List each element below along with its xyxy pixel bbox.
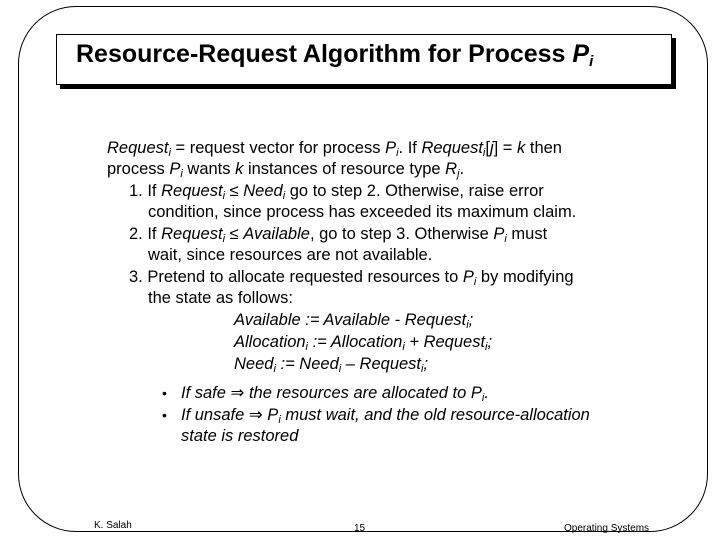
- step-3-line-1: 3. Pretend to allocate requested resources to $P_i$ by modifying: [129, 268, 574, 288]
- bullet-icon: •: [162, 407, 167, 423]
- equation-need: Need$_i$ := Need$_i$ – Request$_i$;: [234, 355, 429, 375]
- step-2-line-1: 2. If Request$_i$ ≤ Available, go to step 3. Otherwise $P_i$ must: [129, 225, 548, 245]
- footer-course: Operating Systems: [564, 523, 650, 534]
- equation-available: Available := Available - Request$_i$;: [234, 311, 474, 331]
- equation-allocation: Allocation$_i$ := Allocation$_i$ + Request$_i$;: [234, 333, 493, 353]
- step-1-line-1: 1. If Request$_i$ ≤ Need$_i$ go to step 2. Otherwise, raise error: [129, 182, 544, 202]
- bullet-safe: If safe ⇒ the resources are allocated to $P_i$.: [181, 384, 489, 404]
- implies-arrow-icon: ⇒: [248, 406, 263, 424]
- step-1-line-2: condition, since process has exceeded its maximum claim.: [148, 203, 577, 221]
- implies-arrow-icon: ⇒: [230, 384, 245, 402]
- step-3-line-2: the state as follows:: [148, 289, 293, 307]
- footer-page-number: 15: [354, 523, 366, 534]
- bullet-unsafe: If unsafe ⇒ $P_i$ must wait, and the old resource-allocation: [181, 406, 590, 426]
- slide-title: Resource-Request Algorithm for Process $P_i$: [76, 40, 594, 70]
- footer-author: K. Salah: [94, 520, 132, 531]
- bullet-unsafe-line-2: state is restored: [181, 427, 299, 445]
- intro-line-1: Request$_i$ = request vector for process $P_i$. If Request$_i$[j] = k then: [107, 139, 562, 159]
- intro-line-2: process $P_i$ wants k instances of resource type $R_j$.: [107, 160, 465, 180]
- bullet-icon: •: [162, 385, 167, 401]
- step-2-line-2: wait, since resources are not available.: [148, 246, 433, 264]
